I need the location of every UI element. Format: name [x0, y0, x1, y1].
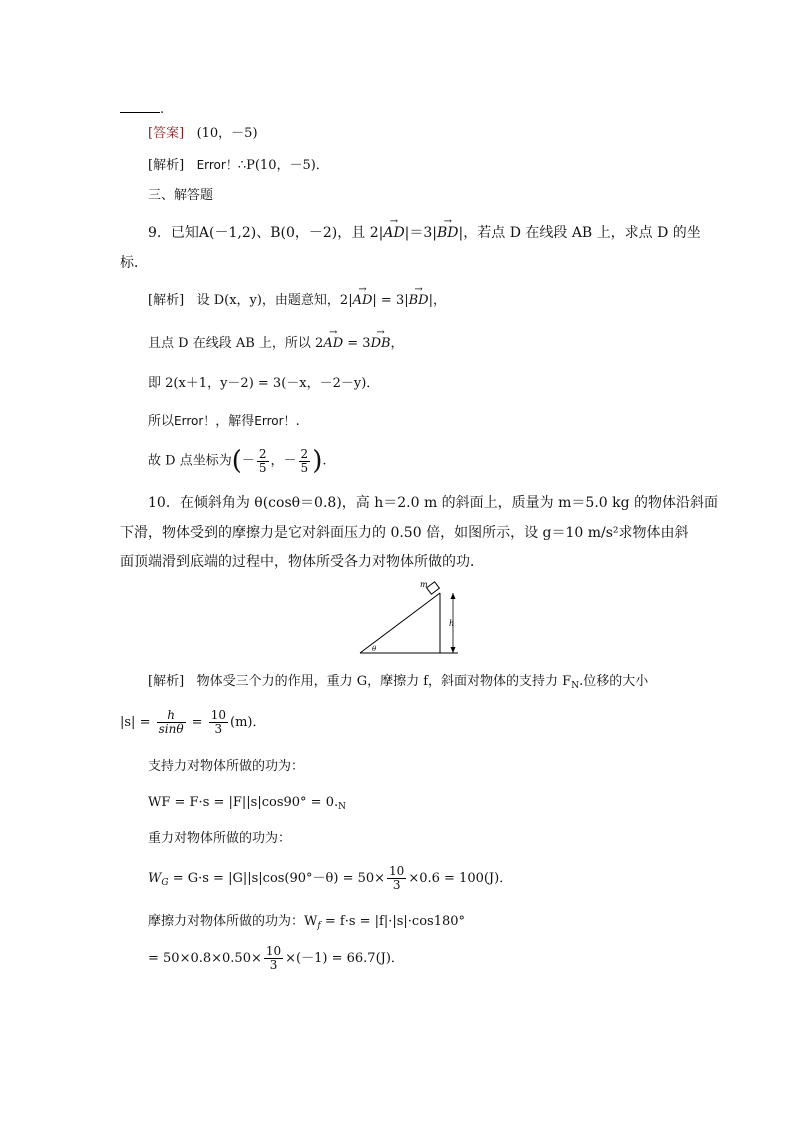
q10-analysis-4	[148, 793, 346, 817]
arrow-down-icon	[451, 647, 456, 653]
analysis-text: 故 D 点坐标为	[148, 453, 232, 469]
fraction-numerator: 10	[389, 864, 405, 878]
left-paren: (	[231, 446, 242, 476]
fraction	[209, 709, 228, 736]
error-text: Error！	[196, 158, 238, 172]
analysis-text: ，解得	[215, 414, 255, 429]
vector-bd: → BD	[437, 223, 459, 243]
analysis-text: = 3	[343, 336, 371, 351]
comma: ，	[270, 453, 284, 469]
analysis-text: |s| =	[120, 715, 155, 730]
fraction	[299, 448, 311, 475]
minus-sign: －	[283, 453, 297, 469]
q9-stem-line2: 标．	[120, 255, 148, 271]
analysis-text: ×0.6 = 100(J)．	[408, 871, 513, 886]
subscript: N	[571, 681, 580, 691]
minus-sign: －	[241, 453, 255, 469]
fraction-numerator: 10	[210, 708, 226, 722]
analysis-text: .	[295, 414, 300, 429]
analysis-tag: [解析]	[148, 674, 185, 689]
analysis-tag: [解析]	[148, 158, 185, 173]
analysis-tag: [解析]	[148, 293, 185, 308]
analysis-text: = G·s = |G||s|cos(90°－θ) = 50×	[168, 871, 386, 886]
q10-analysis-2	[120, 706, 265, 740]
label-theta: θ	[372, 645, 377, 653]
incline-line	[360, 593, 440, 653]
blank-underline	[120, 100, 160, 113]
error-text: Error！	[174, 414, 216, 428]
vector-ad: → AD	[383, 223, 404, 243]
incline-diagram	[340, 578, 470, 658]
analysis-text: 物体受三个力的作用，重力 G，摩擦力 f，斜面对物体的支持力 F	[196, 674, 572, 689]
q10-stem-text: 在倾斜角为 θ(cosθ＝0.8)，高 h＝2.0 m 的斜面上，质量为 m＝5.0 kg 的物体沿斜面	[179, 495, 719, 511]
section-title: 三、解答题	[148, 188, 214, 203]
q9-stem-part: |，若点 D 在线段 AB 上，求点 D 的坐	[458, 225, 701, 241]
label-m: m	[420, 580, 428, 589]
fraction-denominator: 5	[300, 460, 309, 475]
q8-answer	[148, 124, 258, 144]
analysis-text: W	[148, 871, 162, 886]
mass-block	[427, 582, 440, 594]
q9-number: 9．	[148, 225, 171, 241]
q10-number: 10．	[148, 495, 180, 511]
subscript: G	[161, 878, 169, 888]
q9-stem-part: |＝3|	[404, 225, 438, 241]
q9-analysis-4	[148, 411, 300, 432]
q9-stem-part: A(－1,2)、B(0，－2)，且 2|	[198, 225, 384, 241]
fraction	[157, 709, 186, 736]
answer-blank-line	[120, 100, 164, 120]
vector-ad: → AD	[323, 334, 343, 354]
analysis-text: WF = F·s = |F||s|cos90° = 0.	[148, 795, 339, 810]
analysis-text: = f·s = |f|·|s|·cos180°	[320, 914, 466, 929]
vector-bd: → BD	[409, 291, 429, 311]
analysis-text: ，	[390, 336, 404, 351]
fraction-numerator: 2	[300, 446, 309, 461]
vector-db: → DB	[371, 334, 391, 354]
q10-stem-line2: 下滑，物体受到的摩擦力是它对斜面压力的 0.50 倍，如图所示，设 g＝10 m/s²求物体由斜	[120, 525, 689, 541]
analysis-text: .位移的大小	[579, 674, 649, 689]
q9-analysis-3: 即 2(x＋1，y－2) = 3(－x，－2－y)．	[148, 376, 380, 391]
answer-tag: [答案]	[148, 126, 185, 141]
analysis-text: ×(－1) = 66.7(J)．	[285, 951, 404, 966]
analysis-text: 且点 D 在线段 AB 上，所以 2	[148, 336, 324, 351]
q10-analysis-5: 重力对物体所做的功为：	[148, 831, 292, 846]
label-h: h	[449, 619, 455, 628]
analysis-text: .	[322, 453, 327, 469]
q10-stem-line1	[148, 493, 718, 513]
analysis-text: 所以	[148, 414, 175, 429]
fraction-denominator: 3	[214, 722, 223, 736]
q10-analysis-6	[148, 862, 512, 900]
subscript: N	[338, 802, 346, 812]
subscript: f	[317, 921, 321, 931]
analysis-text: 摩擦力对物体所做的功为：W	[148, 914, 318, 929]
right-paren: )	[312, 446, 323, 476]
end-mark: .	[160, 102, 165, 117]
fraction	[257, 448, 269, 475]
q10-analysis-8	[148, 942, 404, 976]
analysis-text: 设 D(x，y)，由题意知，2|	[196, 293, 353, 308]
q8-analysis	[148, 155, 329, 176]
fraction-numerator: h	[157, 709, 186, 723]
fraction-denominator: 5	[258, 460, 267, 475]
q9-stem-part: 已知	[170, 225, 199, 241]
analysis-text: (m)．	[230, 715, 266, 730]
q9-analysis-5	[148, 444, 326, 479]
analysis-rest: ∴P(10，－5)．	[237, 158, 329, 173]
analysis-text: = 50×0.8×0.50×	[148, 951, 262, 966]
q10-analysis-7	[148, 912, 465, 936]
analysis-text: | = 3|	[372, 293, 409, 308]
error-text: Error！	[254, 414, 296, 428]
q10-analysis-1	[148, 672, 648, 696]
analysis-text: =	[187, 715, 207, 730]
q9-analysis-1	[148, 291, 446, 311]
answer-value: (10，－5)	[196, 126, 258, 141]
q10-analysis-3: 支持力对物体所做的功为：	[148, 759, 305, 774]
q9-analysis-2	[148, 334, 404, 354]
fraction-denominator: 3	[269, 958, 278, 972]
fraction-numerator: 10	[265, 944, 282, 958]
arrow-up-icon	[451, 593, 456, 599]
vector-ad: → AD	[353, 291, 373, 311]
analysis-text: |，	[428, 293, 446, 308]
fraction-denominator: 3	[392, 878, 401, 892]
fraction-denominator: sinθ	[158, 722, 184, 736]
q10-stem-line3: 面顶端滑到底端的过程中，物体所受各力对物体所做的功．	[120, 554, 484, 570]
fraction	[387, 865, 406, 892]
fraction	[264, 945, 283, 972]
fraction-numerator: 2	[258, 446, 267, 461]
q9-stem-line1	[148, 223, 701, 243]
